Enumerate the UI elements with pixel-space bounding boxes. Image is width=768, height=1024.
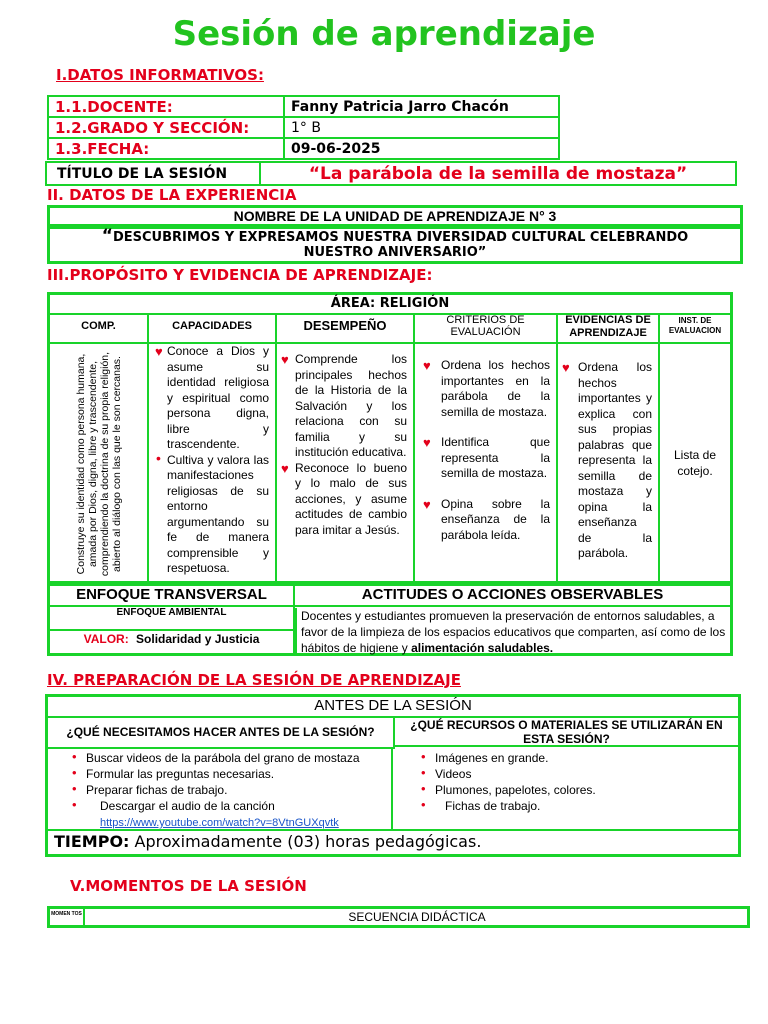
valor-label: VALOR: bbox=[83, 632, 129, 646]
fecha-label: 1.3.FECHA: bbox=[48, 138, 284, 159]
grado-value: 1° B bbox=[284, 117, 559, 138]
capacidades-cell bbox=[149, 344, 277, 584]
proposito-table bbox=[47, 292, 733, 584]
heart-icon: ♥ bbox=[423, 496, 431, 512]
heart-icon: ♥ bbox=[155, 344, 163, 359]
list-item: • Descargar el audio de la canción https://www.youtube.com/watch?v=8VtnGUXqvtk bbox=[70, 798, 391, 831]
tiempo-label: TIEMPO: bbox=[54, 832, 130, 851]
list-item: • Plumones, papelotes, colores. bbox=[419, 782, 738, 798]
heart-icon: ♥ bbox=[423, 435, 431, 450]
heart-icon: ♥ bbox=[281, 460, 289, 476]
capacidad-item: • Cultiva y valora las manifestaciones religiosas de su entorno argumentando su fe de manera comprensible y respetuosa. bbox=[156, 449, 269, 575]
competencia-cell bbox=[50, 344, 149, 584]
secuencia-label: SECUENCIA DIDÁCTICA bbox=[348, 910, 486, 924]
antes-label: ANTES DE LA SESIÓN bbox=[48, 697, 738, 718]
enfoque-ambiental: ENFOQUE AMBIENTAL bbox=[50, 607, 295, 631]
list-item: • Buscar videos de la parábola del grano de mostaza bbox=[70, 750, 391, 766]
capacidad-item: ♥ Conoce a Dios y asume su identidad religiosa y espiritual como persona digna, libre y trascendente. bbox=[155, 344, 269, 451]
necesitamos-label: ¿QUÉ NECESITAMOS HACER ANTES DE LA SESIÓN? bbox=[48, 718, 395, 749]
session-title: “La parábola de la semilla de mostaza” bbox=[260, 162, 736, 185]
unit-label: NOMBRE DE LA UNIDAD DE APRENDIZAJE N° 3 bbox=[47, 205, 743, 227]
section-preparacion: IV. PREPARACIÓN DE LA SESIÓN DE APRENDIZAJE bbox=[47, 671, 461, 689]
evidencias-header: EVIDENCIAS DE APRENDIZAJE bbox=[558, 313, 660, 342]
docente-label: 1.1.DOCENTE: bbox=[48, 96, 284, 117]
evidencia-item: ♥ Ordena los hechos importantes y explica con sus propias palabras que representa la semilla de mostaza y opina la enseñanza de la parábola. bbox=[562, 360, 652, 560]
necesitamos-list-cell bbox=[48, 749, 393, 829]
session-title-table bbox=[45, 161, 737, 186]
recursos-label: ¿QUÉ RECURSOS O MATERIALES SE UTILIZARÁN EN ESTA SESIÓN? bbox=[395, 718, 738, 747]
bullet-icon: • bbox=[156, 449, 161, 466]
heart-icon: ♥ bbox=[423, 358, 431, 373]
momentos-label: MOMEN TOS bbox=[50, 909, 85, 925]
actitudes-label: ACTITUDES O ACCIONES OBSERVABLES bbox=[295, 586, 730, 607]
docente-value: Fanny Patricia Jarro Chacón bbox=[284, 96, 559, 117]
section-datos-experiencia: II. DATOS DE LA EXPERIENCIA bbox=[47, 186, 297, 204]
recursos-list bbox=[419, 750, 738, 814]
area-header: ÁREA: RELIGIÓN bbox=[50, 295, 730, 315]
section-proposito: III.PROPÓSITO Y EVIDENCIA DE APRENDIZAJE: bbox=[47, 266, 433, 284]
section-datos-informativos: I.DATOS INFORMATIVOS: bbox=[56, 66, 264, 84]
desempeno-header: DESEMPEÑO bbox=[277, 313, 415, 342]
list-item: • Videos bbox=[419, 766, 738, 782]
valor-value: Solidaridad y Justicia bbox=[136, 632, 260, 646]
evidencia-cell bbox=[558, 344, 660, 584]
unit-name bbox=[47, 226, 743, 264]
heart-icon: ♥ bbox=[281, 352, 289, 367]
criterio-item: ♥ Identifica que representa la semilla de mostaza. bbox=[423, 435, 550, 480]
section-momentos: V.MOMENTOS DE LA SESIÓN bbox=[70, 877, 307, 895]
inst-header: INST. DE EVALUACION bbox=[668, 316, 722, 335]
fecha-value: 09-06-2025 bbox=[284, 138, 559, 159]
criterio-item: ♥ Ordena los hechos importantes en la parábola de la semilla de mostaza. bbox=[423, 358, 550, 419]
list-item: • Preparar fichas de trabajo. bbox=[70, 782, 391, 798]
instrumento-cell: Lista de cotejo. bbox=[673, 448, 717, 478]
list-item: • Imágenes en grande. bbox=[419, 750, 738, 766]
desempeno-cell bbox=[277, 344, 415, 584]
page-title: Sesión de aprendizaje bbox=[172, 14, 596, 54]
info-table bbox=[47, 95, 560, 160]
criterio-item: ♥ Opina sobre la enseñanza de la parábola leída. bbox=[423, 496, 550, 542]
tiempo-value: Aproximadamente (03) horas pedagógicas. bbox=[134, 832, 482, 851]
unit-name-text: DESCUBRIMOS Y EXPRESAMOS NUESTRA DIVERSIDAD CULTURAL CELEBRANDO NUESTRO ANIVERSARIO” bbox=[112, 230, 689, 260]
comp-header: COMP. bbox=[50, 313, 149, 342]
competencia-text: Construye su identidad como persona humana, amada por Dios, digna, libre y trascendente, comprendiendo la doctrina de su propia religión, abierto al diálogo con las que le son cercanas. bbox=[74, 351, 123, 577]
tiempo-row bbox=[48, 829, 738, 854]
enfoque-label: ENFOQUE TRANSVERSAL bbox=[50, 586, 295, 607]
valor-row bbox=[50, 631, 295, 653]
youtube-link[interactable]: https://www.youtube.com/watch?v=8VtnGUXqvtk bbox=[100, 817, 339, 829]
criterios-header: CRITERIOS DE EVALUACIÓN bbox=[415, 313, 558, 342]
enfoque-table bbox=[47, 583, 733, 656]
list-item: • Formular las preguntas necesarias. bbox=[70, 766, 391, 782]
recursos-list-cell bbox=[395, 749, 738, 829]
momentos-table bbox=[47, 906, 750, 928]
unit-name-quote: “ bbox=[101, 226, 113, 246]
desempeno-item: ♥ Comprende los principales hechos de la Historia de la Salvación y los relaciona con su familia y su institución educativa. bbox=[281, 352, 407, 459]
actitudes-text: Docentes y estudiantes promueven la preservación de entornos saludables, a favor de la limpieza de los espacios educativos que comparten, así como de los hábitos de higiene y alimentación saludables. bbox=[295, 608, 732, 655]
criterios-cell bbox=[415, 344, 558, 584]
capacidades-header: CAPACIDADES bbox=[149, 313, 277, 342]
grado-label: 1.2.GRADO Y SECCIÓN: bbox=[48, 117, 284, 138]
necesitamos-list bbox=[70, 750, 391, 831]
heart-icon: ♥ bbox=[562, 360, 570, 375]
list-item: • Fichas de trabajo. bbox=[419, 798, 738, 814]
desempeno-item: ♥ Reconoce lo bueno y lo malo de sus acciones, y asume actitudes de cambio para imitar a Jesús. bbox=[281, 460, 407, 537]
session-title-label: TÍTULO DE LA SESIÓN bbox=[46, 162, 260, 185]
preparacion-table bbox=[45, 694, 741, 857]
